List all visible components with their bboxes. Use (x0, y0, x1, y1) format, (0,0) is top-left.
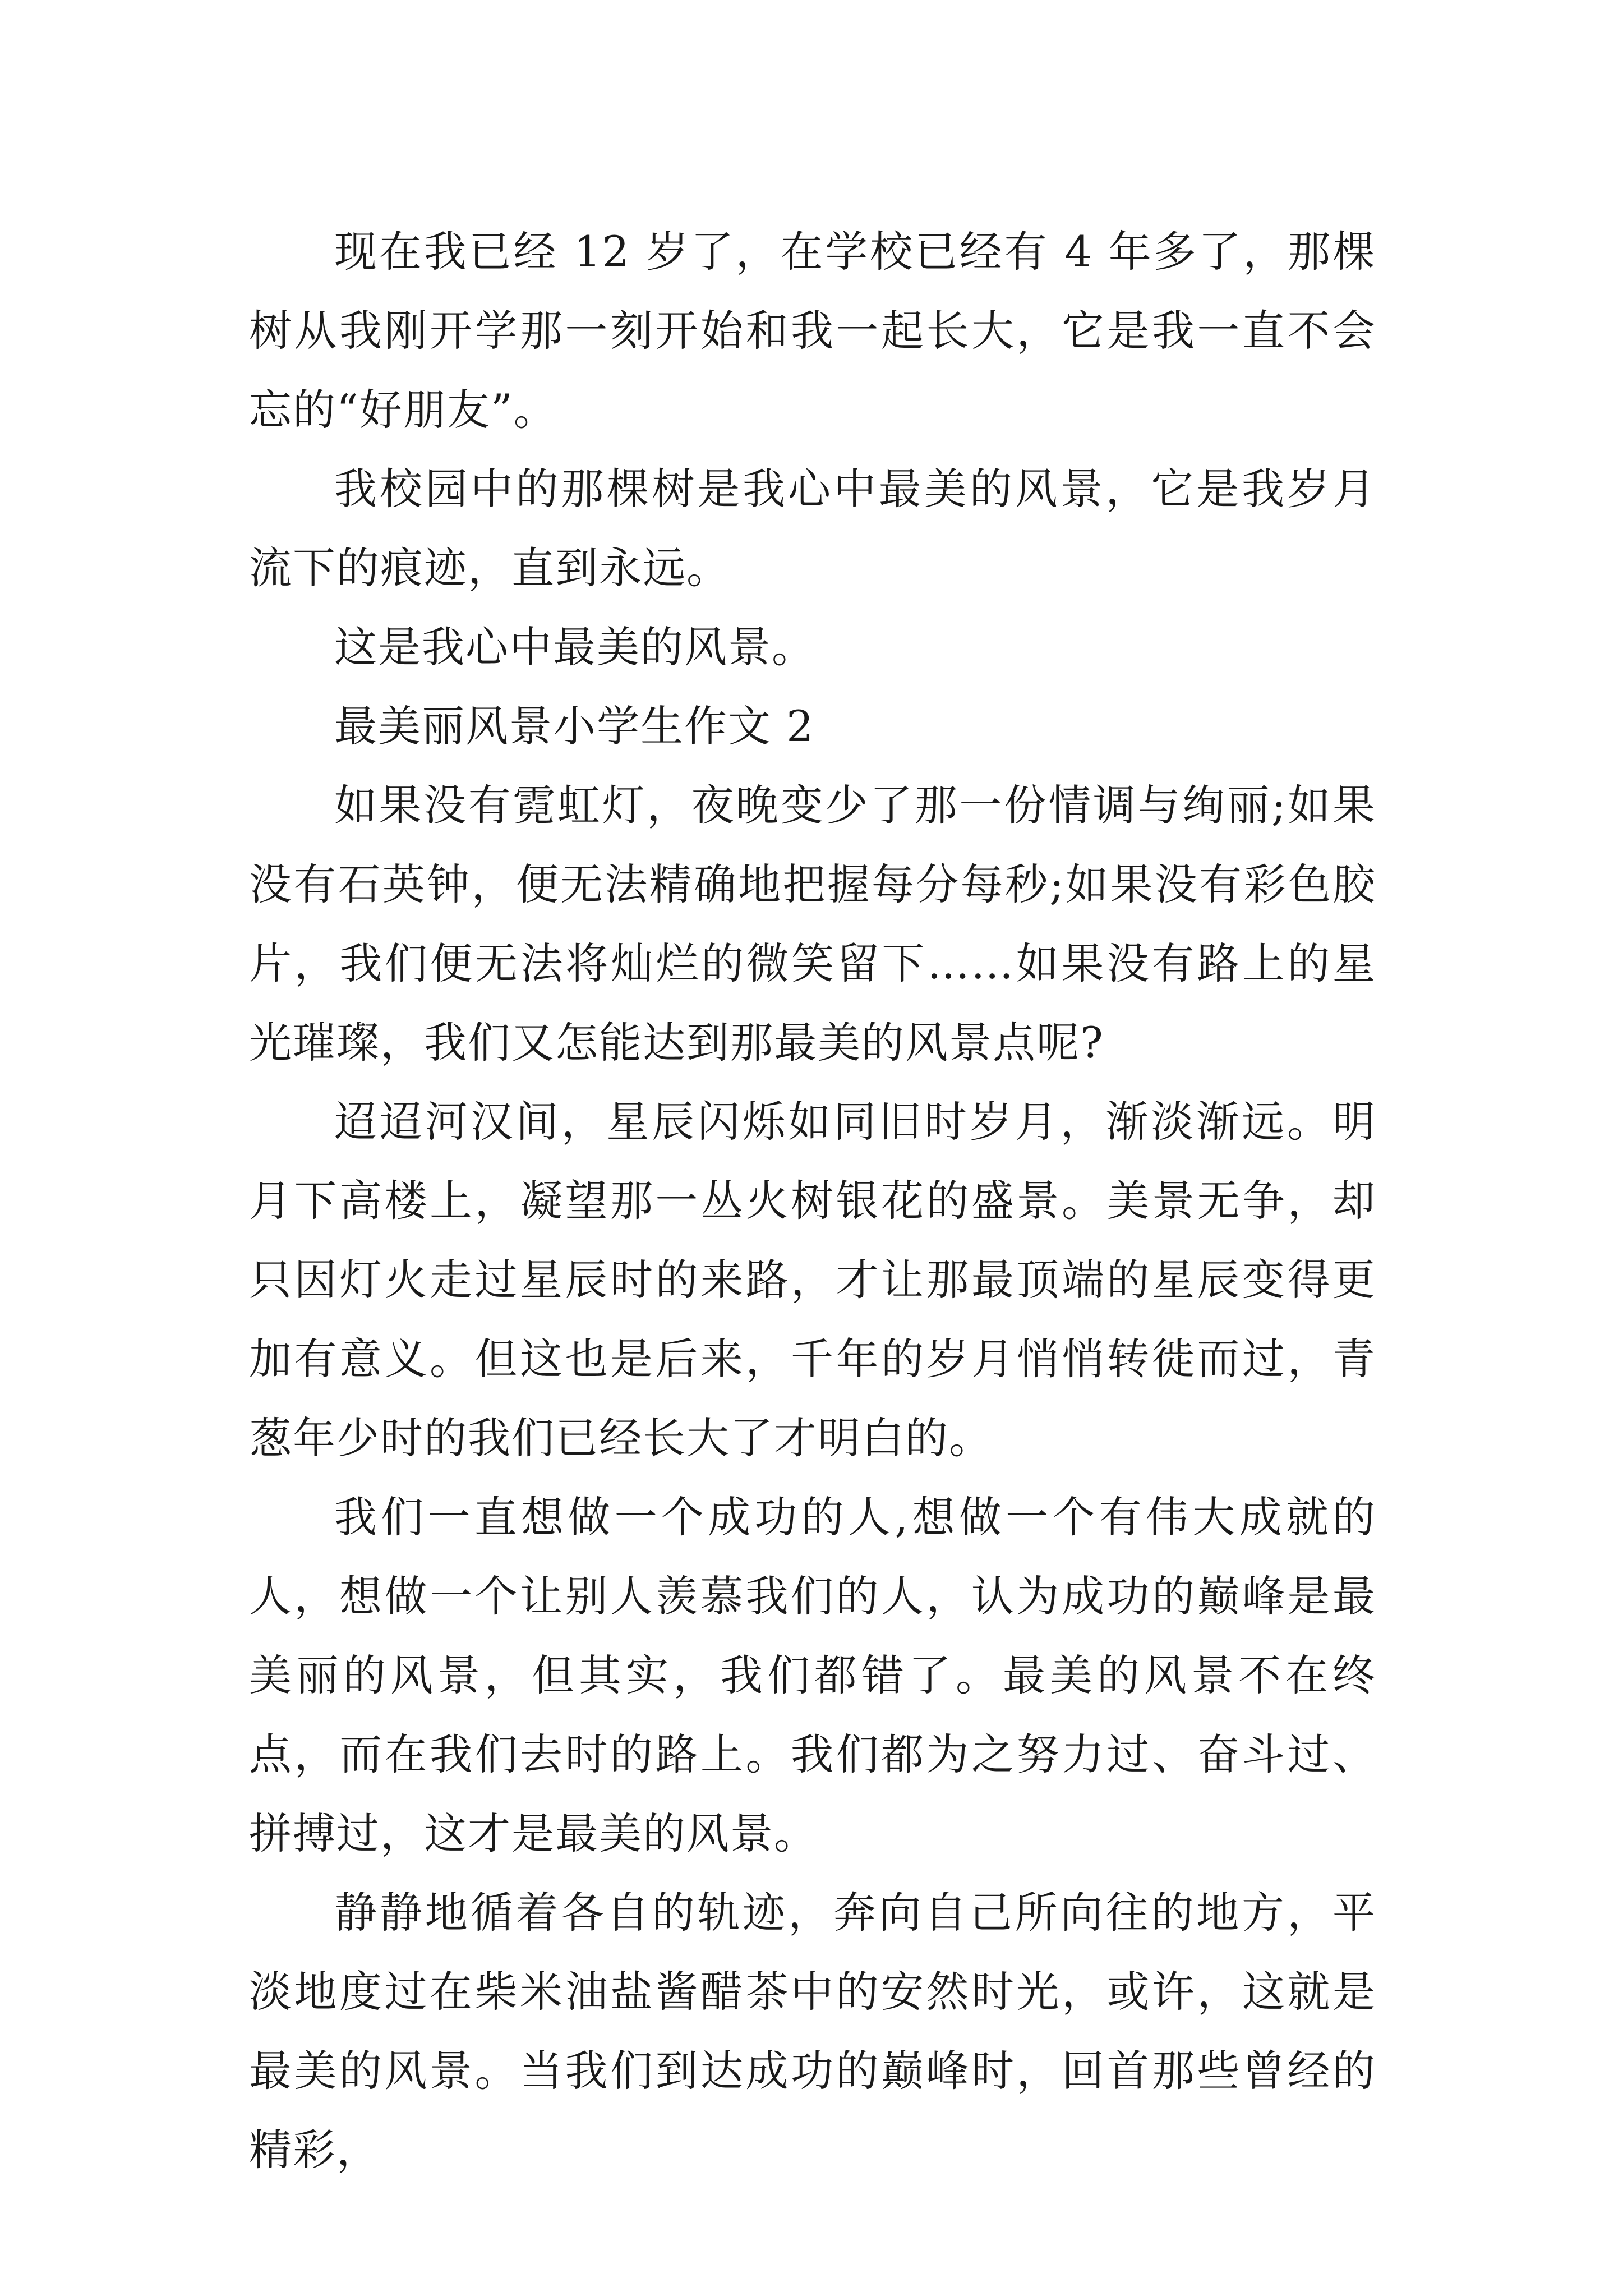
paragraph-milky-way: 迢迢河汉间，星辰闪烁如同旧时岁月，渐淡渐远。明月下高楼上，凝望那一丛火树银花的盛景。美景无争，却只因灯火走过星辰时的来路，才让那最顶端的星辰变得更加有意义。但这也是后来，千年的岁月悄悄转徙而过，青葱年少时的我们已经长大了才明白的。 (249, 1097, 1376, 1463)
paragraph-quiet-paths: 静静地循着各自的轨迹，奔向自己所向往的地方，平淡地度过在柴米油盐酱醋茶中的安然时光，或许，这就是最美的风景。当我们到达成功的巅峰时，回首那些曾经的精彩， (249, 1888, 1376, 2175)
paragraph-campus-tree: 我校园中的那棵树是我心中最美的风景，它是我岁月流下的痕迹，直到永远。 (249, 464, 1376, 593)
paragraph-twelve-years: 现在我已经 12 岁了，在学校已经有 4 年多了，那棵树从我刚开学那一刻开始和我一起长大，它是我一直不会忘的“好朋友”。 (249, 227, 1376, 435)
paragraph-neon-lights: 如果没有霓虹灯，夜晚变少了那一份情调与绚丽;如果没有石英钟，便无法精确地把握每分每秒;如果没有彩色胶片，我们便无法将灿烂的微笑留下……如果没有路上的星光璀璨，我们又怎能达到那最美的风景点呢? (249, 780, 1376, 1068)
essay-heading: 最美丽风景小学生作文 2 (334, 701, 815, 751)
paragraph-most-beautiful-scene: 这是我心中最美的风景。 (334, 622, 815, 672)
document-body (249, 212, 1376, 2189)
paragraph-success: 我们一直想做一个成功的人,想做一个有伟大成就的人，想做一个让别人羡慕我们的人，认为成功的巅峰是最美丽的风景，但其实，我们都错了。最美的风景不在终点，而在我们去时的路上。我们都为之努力过、奋斗过、拼搏过，这才是最美的风景。 (249, 1492, 1376, 1858)
